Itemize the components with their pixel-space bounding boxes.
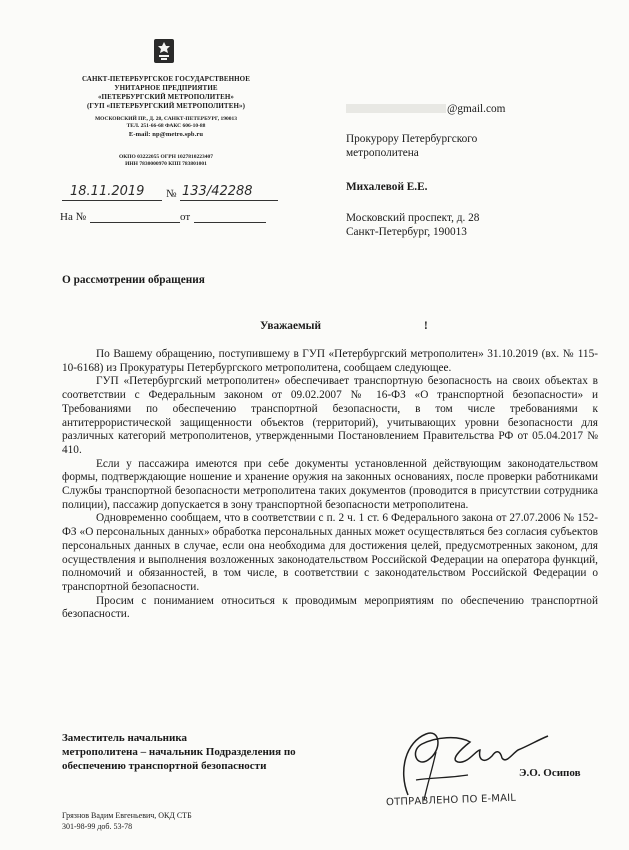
body-paragraph: Просим с пониманием относиться к проводимым мероприятиям по обеспечению транспортной безопасности. [62, 594, 598, 621]
signatory-name: Э.О. Осипов [519, 767, 581, 779]
reply-to-label: На № [60, 211, 87, 223]
handwritten-signature [388, 720, 558, 805]
org-line: «ПЕТЕРБУРГСКИЙ МЕТРОПОЛИТЕН» [97, 93, 235, 101]
org-header [52, 75, 280, 111]
org-email: E-mail: np@metro.spb.ru [128, 131, 204, 138]
signatory-title [62, 731, 296, 773]
org-address: МОСКОВСКИЙ ПР., Д. 28, САНКТ-ПЕТЕРБУРГ, 190013 [94, 116, 238, 122]
org-phones: ТЕЛ. 251-66-68 ФАКС 606-10-88 [126, 123, 206, 129]
org-line: САНКТ-ПЕТЕРБУРГСКОЕ ГОСУДАРСТВЕННОЕ [82, 75, 250, 83]
signatory-title-line: метрополитена – начальник Подразделения по [62, 746, 296, 758]
signatory-title-line: Заместитель начальника [62, 732, 187, 744]
subject-line: О рассмотрении обращения [62, 274, 205, 286]
number-sign: № [166, 188, 177, 200]
greeting-exclamation: ! [424, 320, 428, 332]
body-paragraph: Одновременно сообщаем, что в соответствии с п. 2 ч. 1 ст. 6 Федерального закона от 27.07.2006 № 152-ФЗ «О персональных данных» обработка персональных данных может осуществляться без согласия субъектов персональных данных в случае, если она необходима для достижения целей, предусмотренных законом, для осуществления и выполнения возложенных законодательством Российской Федерации на оператора функций, полномочий и обязанностей, в том числе, в соответствии с законодательством Российской Федерации о транспортной безопасности. [62, 512, 598, 593]
executor-phone: 301-98-99 доб. 53-78 [62, 822, 133, 831]
org-line: (ГУП «ПЕТЕРБУРГСКИЙ МЕТРОПОЛИТЕН») [86, 102, 246, 110]
handwritten-number: 133/42288 [182, 184, 253, 199]
body-paragraph: ГУП «Петербургский метрополитен» обеспечивает транспортную безопасность на своих объектах в соответствии с Федеральным законом от 09.02.2007 № 16-ФЗ «О транспортной безопасности» и Требованиями по обеспечению транспортной безопасности, в том числе требованиями к антитеррористической защищенности объектов (территорий), учитывающих уровни безопасности для различных категорий метрополитенов, утвержденными Постановлением Правительства РФ от 05.04.2017 № 410. [62, 375, 598, 456]
letter-body [62, 348, 598, 622]
recipient-address: Санкт-Петербург, 190013 [346, 226, 467, 238]
org-contacts [52, 116, 280, 139]
recipient-address: Московский проспект, д. 28 [346, 212, 480, 224]
recipient-title: Прокурору Петербургского [346, 133, 478, 145]
recipient-name: Михалевой Е.Е. [346, 181, 428, 193]
body-paragraph: Если у пассажира имеются при себе документы установленной действующим законодательством формы, подтверждающие ношение и хранение оружия на законных основаниях, после проверки работниками Службы транспортной безопасности метрополитена таких документов (проводится в присутствии сотрудника полиции), пассажир допускается в зону транспортной безопасности метрополитена. [62, 457, 598, 511]
recipient-title: метрополитена [346, 147, 419, 159]
recipient-email: @gmail.com [447, 103, 506, 115]
org-codes-line: ОКПО 03222055 ОГРН 1027810223407 [118, 154, 214, 160]
org-line: УНИТАРНОЕ ПРЕДПРИЯТИЕ [114, 84, 218, 92]
recipient-email-row [346, 102, 546, 116]
signatory-title-line: обеспечению транспортной безопасности [62, 760, 267, 772]
executor-name: Грязнов Вадим Евгеньевич, ОКД СТБ [62, 811, 192, 820]
reg-number-line [62, 184, 280, 204]
reply-date-label: от [180, 211, 191, 223]
reply-to-line [60, 211, 280, 227]
executor-info [62, 810, 192, 832]
handwritten-date: 18.11.2019 [70, 184, 145, 199]
body-paragraph: По Вашему обращению, поступившему в ГУП «Петербургский метрополитен» 31.10.2019 (вх. № 115-10-6168) из Прокуратуры Петербургского метрополитена, сообщаем следующее. [62, 348, 598, 374]
recipient-block [346, 102, 546, 239]
sent-stamp: ОТПРАВЛЕНО ПО E-MAIL [385, 792, 517, 809]
redaction-bar [346, 104, 446, 113]
coat-of-arms-icon [153, 38, 175, 64]
org-codes [52, 154, 280, 168]
greeting: Уважаемый [260, 320, 321, 332]
org-codes-line: ИНН 7830000970 КПП 783801001 [125, 161, 207, 167]
